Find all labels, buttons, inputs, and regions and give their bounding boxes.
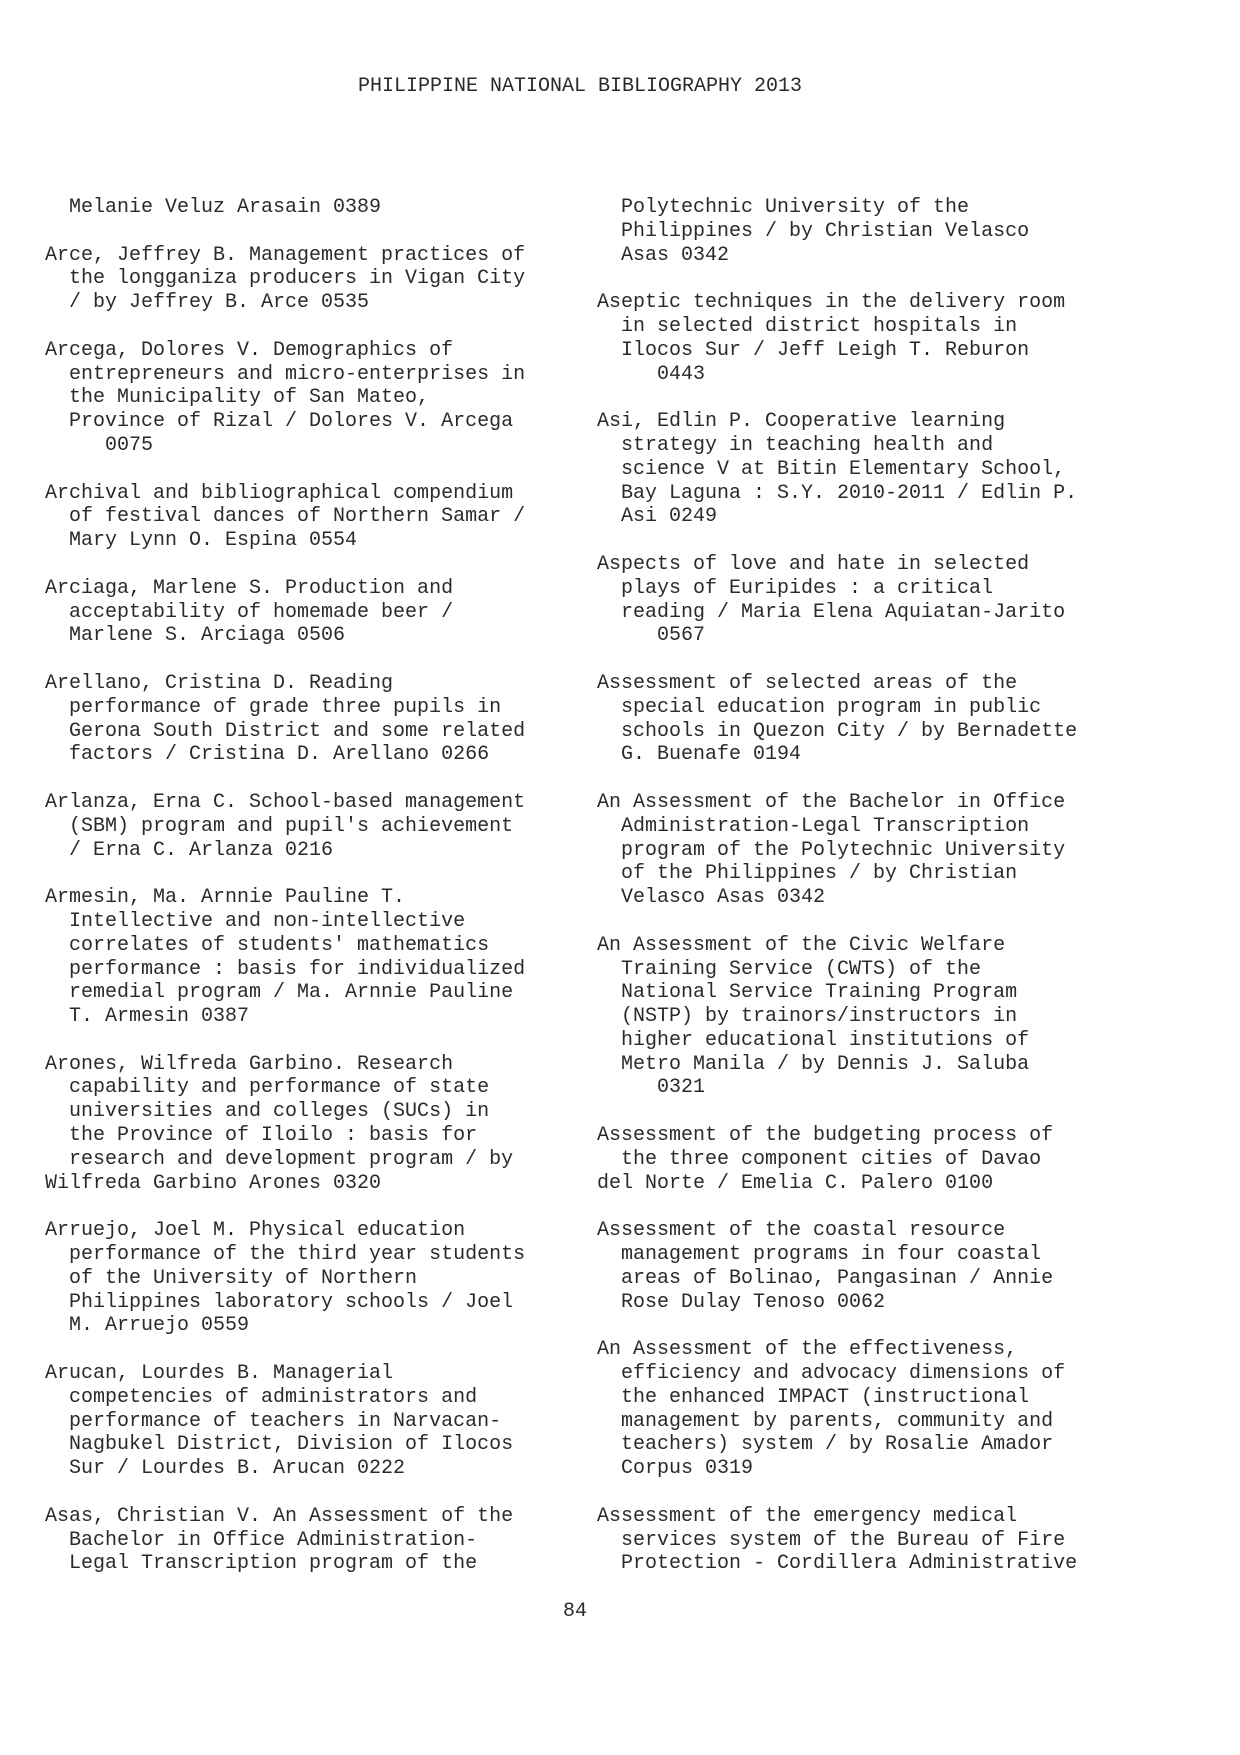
bibliography-entry — [45, 1362, 565, 1481]
entry-line: Administration-Legal Transcription — [597, 814, 1030, 838]
entry-line: Intellective and non-intellective — [45, 909, 466, 933]
entry-line: services system of the Bureau of Fire — [597, 1528, 1066, 1552]
entry-line: Arciaga, Marlene S. Production and — [45, 576, 454, 600]
entry-line: Province of Rizal / Dolores V. Arcega — [45, 410, 514, 434]
entry-line: the three component cities of Davao — [597, 1147, 1042, 1171]
entry-line: Mary Lynn O. Espina 0554 — [45, 529, 358, 553]
entry-line: program of the Polytechnic University — [597, 838, 1066, 862]
bibliography-entry — [597, 672, 1117, 767]
entry-line: Arruejo, Joel M. Physical education — [45, 1219, 466, 1243]
entry-line: capability and performance of state — [45, 1076, 490, 1100]
entry-line: Metro Manila / by Dennis J. Saluba — [597, 1052, 1030, 1076]
entry-line: teachers) system / by Rosalie Amador — [597, 1433, 1054, 1457]
entry-line: of the University of Northern — [45, 1266, 418, 1290]
entry-line: Assessment of the budgeting process of — [597, 1124, 1054, 1148]
bibliography-entry — [597, 1124, 1117, 1195]
bibliography-entry — [45, 1219, 565, 1338]
entry-line: Polytechnic University of the — [597, 196, 970, 219]
entry-line: performance of the third year students — [45, 1243, 526, 1267]
entry-line: Wilfreda Garbino Arones 0320 — [45, 1171, 382, 1195]
entry-line: Arones, Wilfreda Garbino. Research — [45, 1052, 454, 1076]
entry-line: correlates of students' mathematics — [45, 933, 490, 957]
entry-line: research and development program / by — [45, 1147, 514, 1171]
entry-line: acceptability of homemade beer / — [45, 600, 454, 624]
entry-line: 0443 — [597, 362, 706, 386]
right-column — [597, 196, 1117, 1600]
bibliography-entry — [45, 1505, 565, 1576]
entry-line: areas of Bolinao, Pangasinan / Annie — [597, 1266, 1054, 1290]
entry-line: of festival dances of Northern Samar / — [45, 505, 526, 529]
entry-line: T. Armesin 0387 — [45, 1005, 250, 1029]
entry-line: Rose Dulay Tenoso 0062 — [597, 1290, 886, 1314]
page-number: 84 — [562, 1600, 587, 1623]
bibliography-entry — [45, 791, 565, 862]
entry-line: the longganiza producers in Vigan City — [45, 267, 526, 291]
entry-line: efficiency and advocacy dimensions of — [597, 1362, 1066, 1386]
bibliography-entry — [45, 339, 565, 458]
entry-line: schools in Quezon City / by Bernadette — [597, 719, 1078, 743]
entry-line: strategy in teaching health and — [597, 433, 994, 457]
entry-line: the Municipality of San Mateo, — [45, 386, 430, 410]
entry-line: 0075 — [45, 433, 154, 457]
entry-line: Arce, Jeffrey B. Management practices of — [45, 243, 526, 267]
bibliography-entry — [45, 886, 565, 1029]
entry-line: Melanie Veluz Arasain 0389 — [45, 196, 382, 219]
entry-line: competencies of administrators and — [45, 1385, 478, 1409]
entry-line: plays of Euripides : a critical — [597, 576, 994, 600]
bibliography-entry — [597, 410, 1117, 529]
bibliography-entry — [45, 1053, 565, 1196]
bibliography-entry — [597, 1338, 1117, 1481]
entry-line: in selected district hospitals in — [597, 314, 1018, 338]
entry-line: Corpus 0319 — [597, 1457, 754, 1481]
entry-line: Bachelor in Office Administration- — [45, 1528, 478, 1552]
entry-line: performance of grade three pupils in — [45, 695, 502, 719]
entry-line: An Assessment of the Bachelor in Office — [597, 790, 1066, 814]
entry-line: universities and colleges (SUCs) in — [45, 1100, 490, 1124]
entry-line: Armesin, Ma. Arnnie Pauline T. — [45, 886, 406, 910]
entry-line: the Province of Iloilo : basis for — [45, 1124, 478, 1148]
entry-line: factors / Cristina D. Arellano 0266 — [45, 743, 490, 767]
entry-line: National Service Training Program — [597, 981, 1018, 1005]
entry-line: higher educational institutions of — [597, 1028, 1030, 1052]
entry-line: Archival and bibliographical compendium — [45, 481, 514, 505]
bibliography-entry — [597, 1505, 1117, 1576]
entry-line: performance of teachers in Narvacan- — [45, 1409, 502, 1433]
entry-line: special education program in public — [597, 695, 1042, 719]
entry-line: reading / Maria Elena Aquiatan-Jarito — [597, 600, 1066, 624]
bibliography-entry — [45, 196, 565, 220]
entry-line: 0321 — [597, 1076, 706, 1100]
entry-line: Assessment of selected areas of the — [597, 671, 1018, 695]
bibliography-entry — [45, 244, 565, 315]
entry-line: Arcega, Dolores V. Demographics of — [45, 338, 454, 362]
bibliography-entry — [597, 196, 1117, 267]
entry-line: entrepreneurs and micro-enterprises in — [45, 362, 526, 386]
entry-line: / by Jeffrey B. Arce 0535 — [45, 291, 370, 315]
entry-line: Philippines laboratory schools / Joel — [45, 1290, 514, 1314]
entry-line: Velasco Asas 0342 — [597, 886, 826, 910]
bibliography-entry — [597, 553, 1117, 648]
bibliography-entry — [45, 577, 565, 648]
entry-line: Philippines / by Christian Velasco — [597, 219, 1030, 243]
entry-line: Training Service (CWTS) of the — [597, 957, 982, 981]
entry-line: Asi, Edlin P. Cooperative learning — [597, 410, 1006, 434]
entry-line: del Norte / Emelia C. Palero 0100 — [597, 1171, 994, 1195]
entry-line: An Assessment of the Civic Welfare — [597, 933, 1006, 957]
entry-line: Arucan, Lourdes B. Managerial — [45, 1362, 394, 1386]
entry-line: management by parents, community and — [597, 1409, 1054, 1433]
entry-line: remedial program / Ma. Arnnie Pauline — [45, 981, 514, 1005]
entry-line: Legal Transcription program of the — [45, 1552, 478, 1576]
entry-line: Protection - Cordillera Administrative — [597, 1552, 1078, 1576]
entry-line: Arlanza, Erna C. School-based management — [45, 790, 526, 814]
entry-line: Marlene S. Arciaga 0506 — [45, 624, 346, 648]
entry-line: Sur / Lourdes B. Arucan 0222 — [45, 1457, 406, 1481]
entry-line: Aseptic techniques in the delivery room — [597, 291, 1066, 315]
bibliography-entry — [597, 291, 1117, 386]
entry-line: of the Philippines / by Christian — [597, 862, 1018, 886]
bibliography-entry — [45, 672, 565, 767]
bibliography-entry — [597, 1219, 1117, 1314]
entry-line: G. Buenafe 0194 — [597, 743, 802, 767]
entry-line: Assessment of the emergency medical — [597, 1504, 1018, 1528]
entry-line: / Erna C. Arlanza 0216 — [45, 838, 334, 862]
entry-line: science V at Bitin Elementary School, — [597, 457, 1066, 481]
page-header: PHILIPPINE NATIONAL BIBLIOGRAPHY 2013 — [357, 75, 803, 98]
entry-line: performance : basis for individualized — [45, 957, 526, 981]
entry-line: Nagbukel District, Division of Ilocos — [45, 1433, 514, 1457]
entry-line: Asi 0249 — [597, 505, 718, 529]
entry-line: (SBM) program and pupil's achievement — [45, 814, 514, 838]
entry-line: An Assessment of the effectiveness, — [597, 1338, 1018, 1362]
entry-line: management programs in four coastal — [597, 1243, 1042, 1267]
entry-line: 0567 — [597, 624, 706, 648]
entry-line: the enhanced IMPACT (instructional — [597, 1385, 1030, 1409]
entry-line: Asas, Christian V. An Assessment of the — [45, 1504, 514, 1528]
entry-line: Aspects of love and hate in selected — [597, 552, 1030, 576]
entry-line: Assessment of the coastal resource — [597, 1219, 1006, 1243]
entry-line: Ilocos Sur / Jeff Leigh T. Reburon — [597, 338, 1030, 362]
bibliography-entry — [597, 791, 1117, 910]
entry-line: Bay Laguna : S.Y. 2010-2011 / Edlin P. — [597, 481, 1078, 505]
bibliography-entry — [45, 482, 565, 553]
left-column — [45, 196, 565, 1600]
entry-line: (NSTP) by trainors/instructors in — [597, 1005, 1018, 1029]
entry-line: Asas 0342 — [597, 243, 730, 267]
entry-line: M. Arruejo 0559 — [45, 1314, 250, 1338]
entry-line: Gerona South District and some related — [45, 719, 526, 743]
bibliography-entry — [597, 934, 1117, 1101]
entry-line: Arellano, Cristina D. Reading — [45, 671, 394, 695]
